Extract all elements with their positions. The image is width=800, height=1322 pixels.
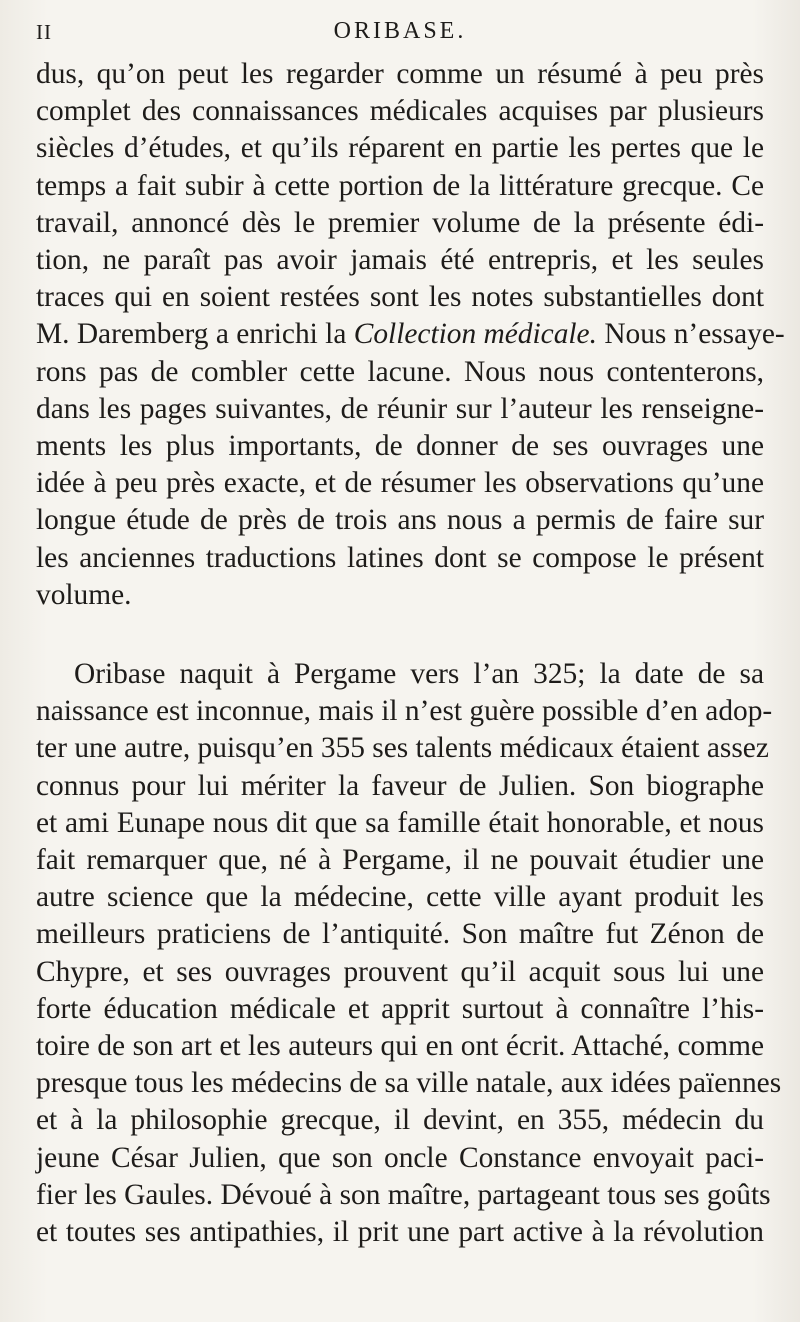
text-line: presque tous les médecins de sa ville natale, aux idées païennes	[36, 1067, 782, 1100]
text-line: fait remarquer que, né à Pergame, il ne pouvait étudier une	[36, 844, 764, 877]
text-line: longue étude de près de trois ans nous a permis de faire sur	[36, 504, 764, 537]
text-line: tion, ne paraît pas avoir jamais été entrepris, et les seules	[36, 244, 764, 277]
text-line: jeune César Julien, que son oncle Constance envoyait paci-	[36, 1141, 764, 1174]
text-line: autre science que la médecine, cette ville ayant produit les	[36, 881, 764, 914]
text-line: volume.	[36, 578, 132, 611]
text-line: dans les pages suivantes, de réunir sur l’auteur les renseigne-	[36, 392, 764, 425]
body-text	[36, 56, 785, 1251]
italic-title: Collection médicale.	[353, 318, 597, 351]
text-line: meilleurs praticiens de l’antiquité. Son maître fut Zénon de	[36, 918, 764, 951]
text-line: et ami Eunape nous dit que sa famille était honorable, et nous	[36, 806, 764, 839]
text-line: travail, annoncé dès le premier volume de la présente édi-	[36, 206, 764, 239]
page-number: II	[36, 20, 52, 44]
text-line: Oribase naquit à Pergame vers l’an 325; la date de sa	[74, 658, 764, 691]
text-line: connus pour lui mériter la faveur de Julien. Son biographe	[36, 769, 764, 802]
text-line: idée à peu près exacte, et de résumer les observations qu’une	[36, 467, 764, 500]
text-line: siècles d’études, et qu’ils réparent en partie les pertes que le	[36, 132, 764, 165]
text-line: ments les plus importants, de donner de ses ouvrages une	[36, 430, 764, 463]
text-segment: M. Daremberg a enrichi la	[36, 318, 354, 351]
text-line: fier les Gaules. Dévoué à son maître, partageant tous ses goûts	[36, 1178, 771, 1211]
text-line: les anciennes traductions latines dont se compose le présent	[36, 541, 764, 574]
text-line: complet des connaissances médicales acquises par plusieurs	[36, 95, 764, 128]
text-line: et toutes ses antipathies, il prit une part active à la révolution	[36, 1216, 764, 1249]
paragraph-1	[36, 56, 785, 614]
text-line: forte éducation médicale et apprit surtout à connaître l’his-	[36, 992, 764, 1025]
text-line: dus, qu’on peut les regarder comme un résumé à peu près	[36, 58, 764, 90]
text-segment: Nous n’essaye-	[596, 318, 785, 351]
text-line: et à la philosophie grecque, il devint, en 355, médecin du	[36, 1104, 764, 1137]
text-line: Chypre, et ses ouvrages prouvent qu’il acquit sous lui une	[36, 955, 764, 988]
text-line: ter une autre, puisqu’en 355 ses talents médicaux étaient assez	[36, 732, 769, 765]
text-line-with-italic	[36, 316, 785, 353]
running-title: ORIBASE.	[333, 18, 467, 44]
text-line: rons pas de combler cette lacune. Nous nous contenterons,	[36, 355, 764, 388]
text-line: temps a fait subir à cette portion de la littérature grecque. Ce	[36, 169, 764, 202]
text-line: naissance est inconnue, mais il n’est guère possible d’en adop-	[36, 695, 773, 728]
text-line: toire de son art et les auteurs qui en ont écrit. Attaché, comme	[36, 1030, 764, 1063]
text-line: traces qui en soient restées sont les notes substantielles dont	[36, 281, 764, 314]
paragraph-2	[36, 656, 782, 1251]
running-head	[36, 14, 764, 54]
